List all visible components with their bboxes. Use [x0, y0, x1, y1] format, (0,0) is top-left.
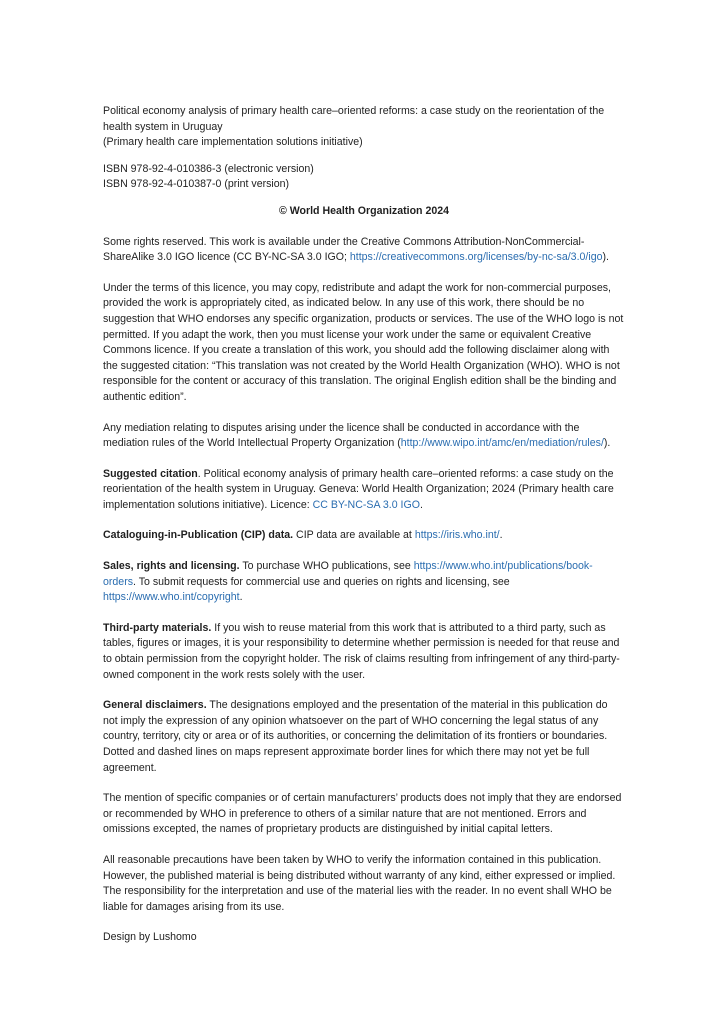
- suggested-citation-label: Suggested citation: [103, 467, 198, 480]
- mediation-paragraph: Any mediation relating to disputes arising under the licence shall be conducted in accordance with the mediation rules of the World Intellectual Property Organization (http://www.wipo.int/amc/en/mediation/rules/).: [103, 421, 611, 450]
- iris-link[interactable]: https://iris.who.int/: [414, 529, 500, 542]
- copyright-notice: © World Health Organization 2024: [278, 204, 450, 217]
- cip-paragraph: Cataloguing-in-Publication (CIP) data. CIP data are available at https://iris.who.int/.: [103, 529, 503, 542]
- mention-paragraph: The mention of specific companies or of certain manufacturers’ products does not imply that they are endorsed or recommended by WHO in preference to others of a similar nature that are not mentioned. Errors and omissions excepted, the names of proprietary products are distinguished by initial capital letters.: [103, 792, 622, 836]
- precautions-paragraph: All reasonable precautions have been taken by WHO to verify the information contained in this publication. However, the published material is being distributed without warranty of any kind, either expressed or implied. The responsibility for the interpretation and use of the material lies with the reader. In no event shall WHO be liable for damages arising from its use.: [103, 853, 616, 913]
- licence-link[interactable]: CC BY-NC-SA 3.0 IGO: [312, 498, 420, 511]
- title-block: [103, 104, 625, 151]
- cip-label: Cataloguing-in-Publication (CIP) data.: [103, 529, 294, 542]
- third-party-paragraph: Third-party materials. If you wish to reuse material from this work that is attributed to a third party, such as tables, figures or images, it is your responsibility to determine whether permission is needed for that reuse and to obtain permission from the copyright holder. The risk of claims resulting from infringement of any third-party-owned component in the work rests solely with the user.: [103, 621, 620, 681]
- licence-terms-paragraph: Under the terms of this licence, you may copy, redistribute and adapt the work for non-commercial purposes, provided the work is appropriately cited, as indicated below. In any use of this work, there should be no suggestion that WHO endorses any specific organization, products or services. The use of the WHO logo is not permitted. If you adapt the work, then you must license your work under the same or equivalent Creative Commons licence. If you create a translation of this work, you should add the following disclaimer along with the suggested citation: “This translation was not created by the World Health Organization (WHO). WHO is not responsible for the content or accuracy of this translation. The original English edition shall be the binding and authentic edition”.: [103, 281, 624, 403]
- copyright-content: [103, 104, 625, 946]
- rights-paragraph: Some rights reserved. This work is available under the Creative Commons Attribution-NonCommercial-ShareAlike 3.0 IGO licence (CC BY-NC-SA 3.0 IGO; https://creativecommons.org/licenses/by-nc-sa/3.0/igo).: [103, 235, 609, 264]
- sales-label: Sales, rights and licensing.: [103, 560, 240, 573]
- publication-title: Political economy analysis of primary health care–oriented reforms: a case study on the reorientation of the health system in Uruguay: [103, 105, 605, 133]
- copyright-link[interactable]: https://www.who.int/copyright: [103, 591, 240, 604]
- suggested-citation-paragraph: Suggested citation. Political economy analysis of primary health care–oriented reforms: a case study on the reorientation of the health system in Uruguay. Geneva: World Health Organization; 2024 (Primary health care implementation solutions initiative). Licence: CC BY-NC-SA 3.0 IGO.: [103, 467, 614, 511]
- wipo-mediation-link[interactable]: http://www.wipo.int/amc/en/mediation/rules/: [400, 437, 604, 450]
- book-orders-link[interactable]: https://www.who.int/publications/book-orders: [103, 560, 593, 588]
- series-title: (Primary health care implementation solutions initiative): [103, 136, 363, 149]
- creative-commons-link[interactable]: https://creativecommons.org/licenses/by-nc-sa/3.0/igo: [349, 251, 603, 264]
- disclaimers-paragraph: General disclaimers. The designations employed and the presentation of the material in this publication do not imply the expression of any opinion whatsoever on the part of WHO concerning the legal status of any country, territory, city or area or of its authorities, or concerning the delimitation of its frontiers or boundaries. Dotted and dashed lines on maps represent approximate border lines for which there may not yet be full agreement.: [103, 699, 608, 774]
- isbn-block: [103, 162, 625, 193]
- isbn-electronic: ISBN 978-92-4-010386-3 (electronic version): [103, 162, 314, 175]
- third-party-label: Third-party materials.: [103, 621, 212, 634]
- isbn-print: ISBN 978-92-4-010387-0 (print version): [103, 178, 290, 191]
- sales-paragraph: Sales, rights and licensing. To purchase WHO publications, see https://www.who.int/publications/book-orders. To submit requests for commercial use and queries on rights and licensing, see https://www.who.int/copyright.: [103, 560, 593, 604]
- design-credit: Design by Lushomo: [103, 931, 197, 944]
- disclaimers-label: General disclaimers.: [103, 699, 207, 712]
